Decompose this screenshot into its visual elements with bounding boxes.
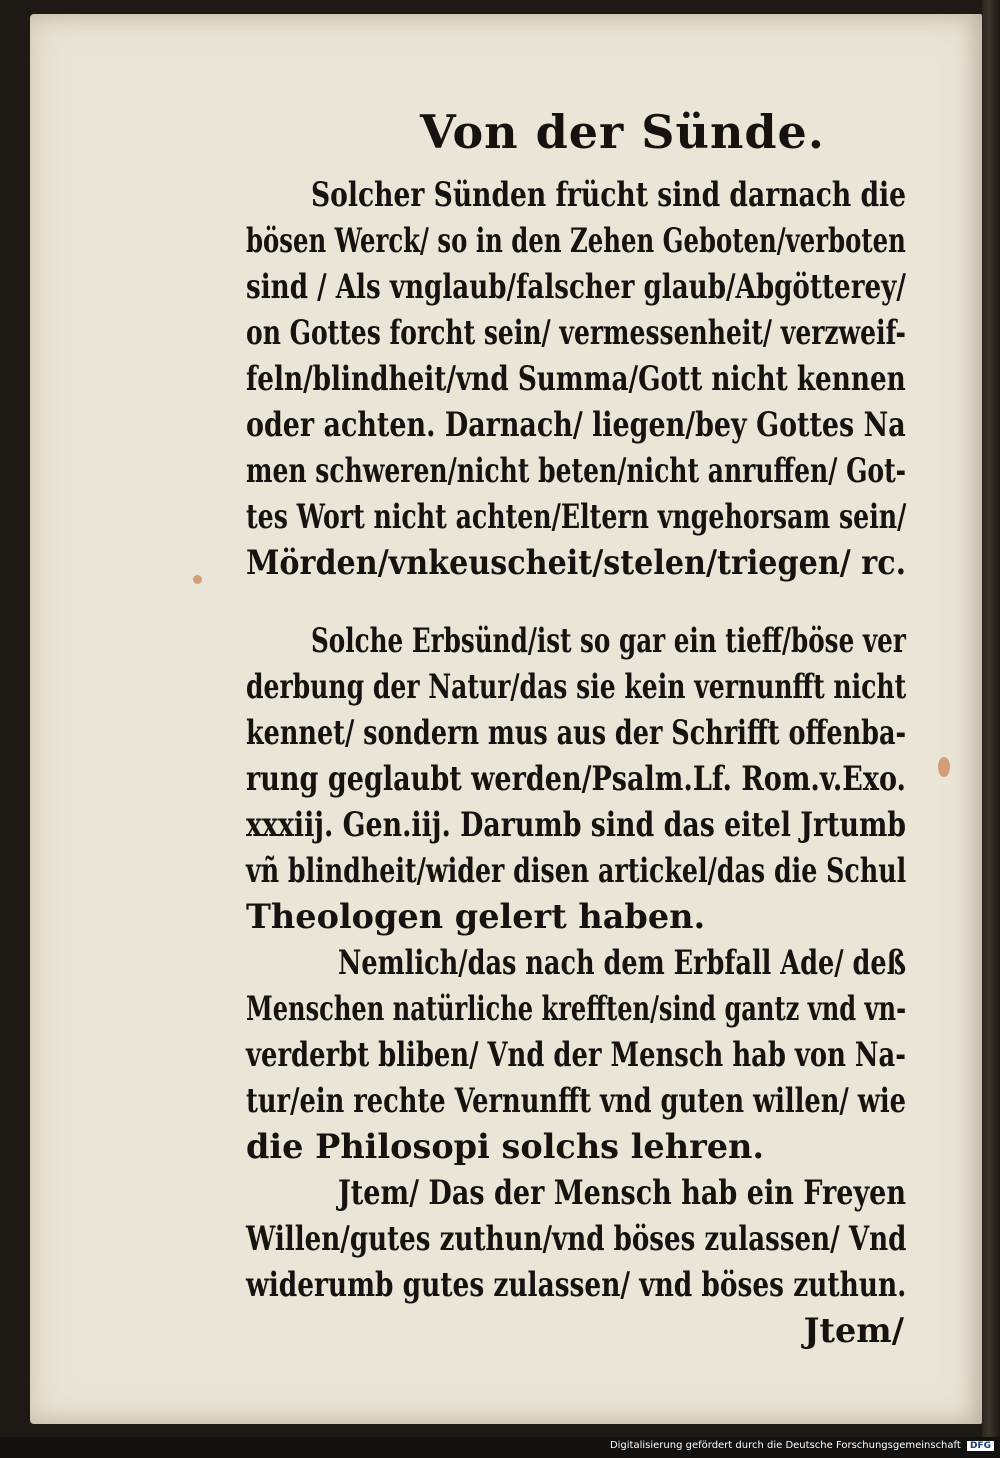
text-line: bösen Werck/ so in den Zehen Geboten/verboten: [246, 221, 906, 260]
text-line: widerumb gutes zulassen/ vnd böses zuthun.: [246, 1265, 907, 1304]
text-line: Mörden/vnkeuscheit/stelen/triegen/ rc.: [246, 543, 907, 582]
text-line: feln/blindheit/vnd Summa/Gott nicht kennen: [246, 359, 906, 398]
text-line: oder achten. Darnach/ liegen/bey Gottes Na: [246, 405, 906, 444]
paragraph-1: [246, 172, 906, 586]
text-line: Willen/gutes zuthun/vnd böses zulassen/ Vnd: [246, 1219, 907, 1258]
paragraph-2: [246, 618, 906, 940]
dfg-logo: DFG: [967, 1441, 994, 1451]
text-line: tur/ein rechte Vernunfft vnd guten willen/ wie: [246, 1081, 906, 1120]
page-text: [246, 172, 906, 1354]
text-line: tes Wort nicht achten/Eltern vngehorsam sein/: [246, 497, 907, 536]
paragraph-3: [246, 940, 906, 1170]
catchword: Jtem/: [803, 1311, 904, 1350]
book-edge: [982, 0, 1000, 1437]
text-line: on Gottes forcht sein/ vermessenheit/ verzweif-: [246, 313, 906, 352]
text-line: Nemlich/das nach dem Erbfall Ade/ deß: [338, 943, 907, 982]
page-heading: Von der Sünde.: [420, 105, 825, 159]
digitization-credit: [610, 1440, 994, 1451]
paragraph-4: [246, 1170, 906, 1308]
paper-stain: [938, 757, 950, 777]
text-line: derbung der Natur/das sie kein vernunfft nicht: [246, 667, 907, 706]
text-line: kennet/ sondern mus aus der Schrifft offenba-: [246, 713, 907, 752]
text-line: rung geglaubt werden/Psalm.Lf. Rom.v.Exo.: [246, 759, 906, 798]
text-line: xxxiij. Gen.iij. Darumb sind das eitel Jrtumb: [246, 805, 907, 844]
paragraph-gap: [246, 586, 906, 618]
text-line: Solcher Sünden frücht sind darnach die: [311, 175, 907, 214]
text-line: die Philosopi solchs lehren.: [246, 1127, 765, 1166]
text-line: Solche Erbsünd/ist so gar ein tieff/böse ver: [311, 621, 906, 660]
text-line: Theologen gelert haben.: [246, 897, 706, 936]
paper-stain: [193, 575, 202, 584]
text-line: Menschen natürliche krefften/sind gantz vnd vn-: [246, 989, 907, 1028]
text-line: sind / Als vnglaub/falscher glaub/Abgötterey/: [246, 267, 906, 306]
text-line: verderbt bliben/ Vnd der Mensch hab von Na-: [246, 1035, 906, 1074]
credit-text: Digitalisierung gefördert durch die Deutsche Forschungsgemeinschaft: [609, 1440, 961, 1451]
text-line: vñ blindheit/wider disen artickel/das die Schul: [246, 851, 907, 890]
text-line: Jtem/ Das der Mensch hab ein Freyen: [338, 1173, 907, 1212]
text-line: men schweren/nicht beten/nicht anruffen/ Got-: [246, 451, 907, 490]
